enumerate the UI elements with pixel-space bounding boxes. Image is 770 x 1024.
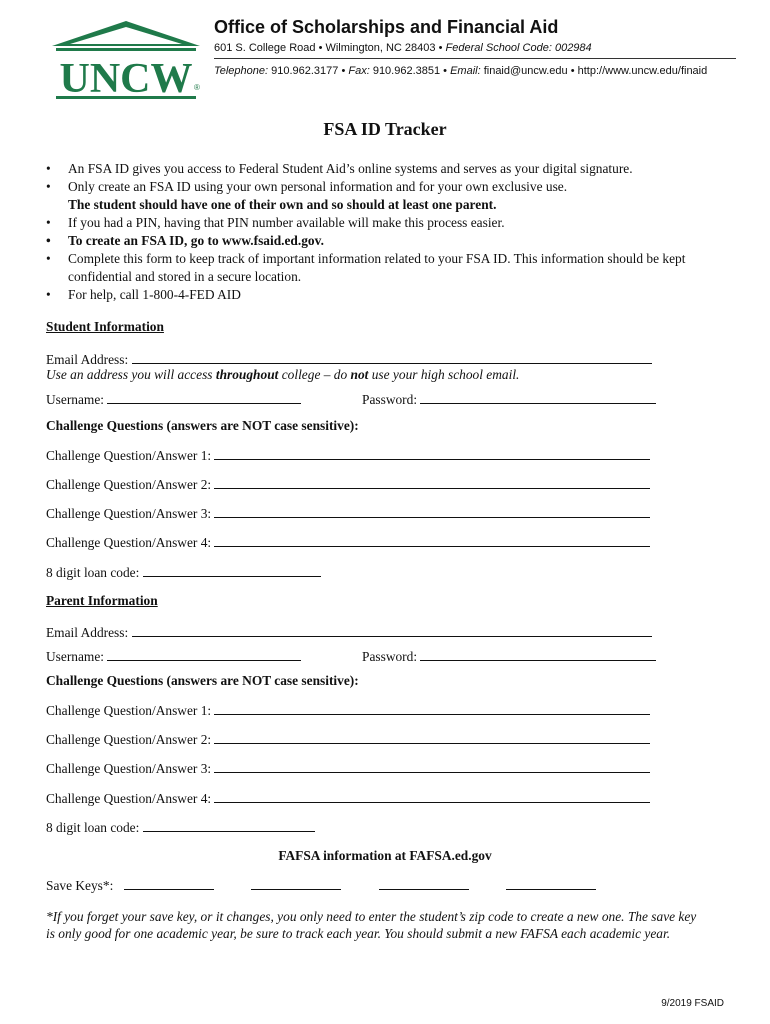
student-loan-row: 8 digit loan code: (46, 564, 321, 581)
student-email-row (46, 351, 652, 368)
parent-username-field[interactable] (107, 648, 301, 661)
student-challenge-row: Challenge Question/Answer 1: (46, 447, 650, 464)
logo-text: UNCW (59, 56, 193, 102)
student-password-label: Password: (362, 392, 418, 407)
student-challenge-row: Challenge Question/Answer 2: (46, 476, 650, 493)
parent-loan-row: 8 digit loan code: (46, 819, 315, 836)
parent-email-row (46, 624, 652, 641)
parent-challenge-answer-1[interactable] (214, 702, 650, 715)
parent-challenge-answer-3[interactable] (214, 760, 650, 773)
parent-challenge-answer-4[interactable] (214, 790, 650, 803)
parent-challenge-heading: Challenge Questions (answers are NOT case sensitive): (46, 673, 359, 688)
bullet-item: • An FSA ID gives you access to Federal Student Aid’s online systems and serves as your digital signature. (46, 160, 706, 178)
uncw-logo (50, 20, 202, 108)
student-challenge-answer-3[interactable] (214, 505, 650, 518)
student-username-label: Username: (46, 392, 105, 407)
student-challenge-answer-4[interactable] (214, 534, 650, 547)
student-email-field[interactable] (132, 351, 652, 364)
student-challenge-row: Challenge Question/Answer 3: (46, 505, 650, 522)
office-name: Office of Scholarships and Financial Aid (214, 17, 559, 37)
save-key-field-4[interactable] (506, 877, 596, 890)
parent-challenge-row: Challenge Question/Answer 3: (46, 760, 650, 777)
parent-username-label: Username: (46, 649, 105, 664)
fafsa-heading: FAFSA information at FAFSA.ed.gov (278, 848, 492, 863)
save-keys-row (46, 877, 630, 894)
bullet-item: • If you had a PIN, having that PIN number available will make this process easier. (46, 214, 706, 232)
office-contact: Telephone: 910.962.3177 • Fax: 910.962.3851 • Email: finaid@uncw.edu • http://www.uncw.edu/finaid (214, 65, 708, 77)
student-email-label: Email Address: (46, 352, 129, 367)
save-key-footnote: *If you forget your save key, or it changes, you only need to enter the student’s zip code to create a new one. The save key is only good for one academic year, be sure to track each year. You should submit a new FAFSA each academic year. (46, 909, 697, 941)
parent-challenge-row: Challenge Question/Answer 1: (46, 702, 650, 719)
student-loan-code-field[interactable] (143, 564, 321, 577)
info-bullets (46, 160, 706, 304)
parent-email-label: Email Address: (46, 625, 129, 640)
parent-challenge-answer-2[interactable] (214, 731, 650, 744)
student-password-row (362, 391, 656, 408)
student-username-row (46, 391, 301, 408)
student-challenge-heading: Challenge Questions (answers are NOT case sensitive): (46, 418, 359, 433)
bullet-item: • Complete this form to keep track of important information related to your FSA ID. This information should be kept confidential and stored in a secure location. (46, 250, 706, 286)
parent-challenge-row: Challenge Question/Answer 2: (46, 731, 650, 748)
bullet-item: • For help, call 1-800-4-FED AID (46, 286, 706, 304)
parent-email-field[interactable] (132, 624, 652, 637)
save-keys-label: Save Keys*: (46, 878, 114, 893)
parent-loan-code-field[interactable] (143, 819, 315, 832)
bullet-item: • To create an FSA ID, go to www.fsaid.ed.gov. (46, 232, 706, 250)
svg-text:®: ® (194, 83, 200, 92)
student-password-field[interactable] (420, 391, 656, 404)
student-challenge-answer-2[interactable] (214, 476, 650, 489)
parent-info-heading: Parent Information (46, 593, 158, 608)
save-key-field-2[interactable] (251, 877, 341, 890)
document-title: FSA ID Tracker (323, 119, 447, 139)
header-rule (214, 58, 736, 59)
office-address: 601 S. College Road • Wilmington, NC 28403 • Federal School Code: 002984 (214, 42, 592, 54)
parent-challenge-row: Challenge Question/Answer 4: (46, 790, 650, 807)
bullet-item: • Only create an FSA ID using your own personal information and for your own exclusive use. The student should have one of their own and so should at least one parent. (46, 178, 706, 214)
parent-username-row (46, 648, 301, 665)
student-email-note: Use an address you will access throughout college – do not use your high school email. (46, 367, 520, 382)
form-code: 9/2019 FSAID (661, 998, 724, 1009)
parent-password-row (362, 648, 656, 665)
save-key-field-1[interactable] (124, 877, 214, 890)
student-username-field[interactable] (107, 391, 301, 404)
save-key-field-3[interactable] (379, 877, 469, 890)
student-info-heading: Student Information (46, 319, 164, 334)
parent-password-label: Password: (362, 649, 418, 664)
student-challenge-answer-1[interactable] (214, 447, 650, 460)
student-challenge-row: Challenge Question/Answer 4: (46, 534, 650, 551)
parent-password-field[interactable] (420, 648, 656, 661)
school-code: Federal School Code: 002984 (445, 42, 592, 54)
